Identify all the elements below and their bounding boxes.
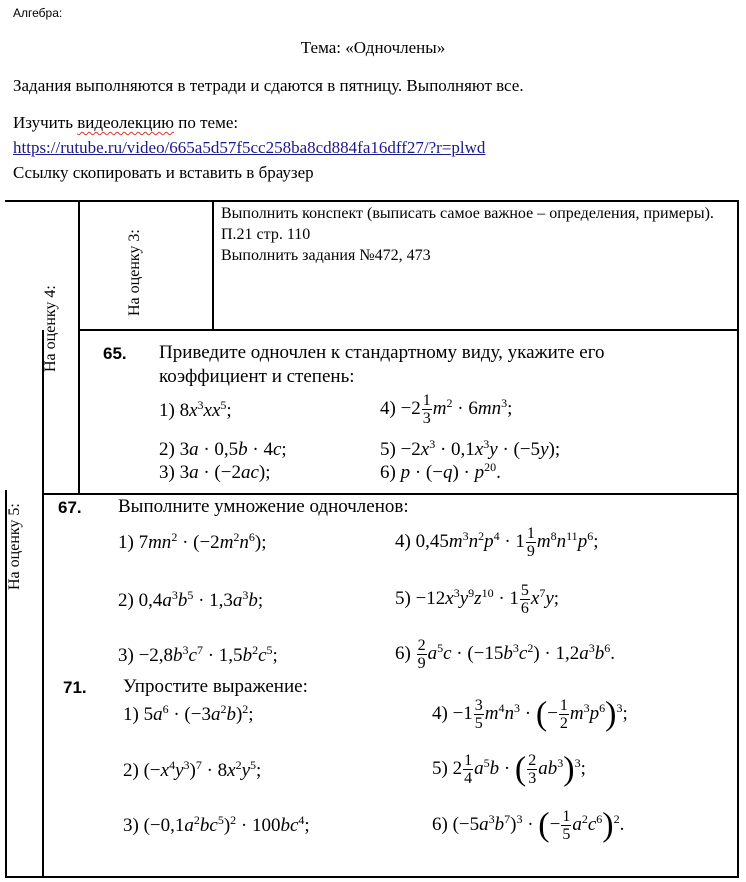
- grade3-task-line2: Выполнить задания №472, 473: [221, 247, 431, 264]
- grade4-divider: [78, 200, 80, 494]
- ex67-item-5: $5) -12x^3y^9z^{10} \cdot 1$ $\frac{5}{6}$ $x^7y$;: [395, 582, 560, 617]
- table-top-border: [5, 200, 739, 202]
- study-prompt: [13, 113, 238, 133]
- ex65-item-4: 4) −2 $\frac{1}{3}$ $m^2 \cdot 6mn^3$;: [380, 392, 513, 427]
- ex65-item-2: 2) 3a · 0,5b · 4c;: [159, 439, 287, 460]
- ex71-item-1: 1) $5a^6 \cdot (-3a^2b)^2$;: [123, 702, 254, 725]
- ex65-title-1: Приведите одночлен к стандартному виду, укажите его: [159, 342, 605, 363]
- ex71-item-2: 2) $(-x^4y^3)^7 \cdot 8x^2y^5$;: [123, 758, 262, 781]
- grade4-label: На оценку 4:: [42, 285, 59, 372]
- ex65-title-2: коэффициент и степень:: [159, 366, 355, 387]
- ex71-number: 71.: [63, 678, 87, 697]
- table-bottom-border: [5, 876, 739, 878]
- ex71-item-6: 6) $(-5a^3b^7)^3$ · (− $\frac{1}{5}$ $a^2c^6)^2$.: [432, 806, 625, 844]
- study-prefix: Изучить: [13, 113, 78, 132]
- ex65-item-3: 3) 3a · (−2ac);: [159, 462, 271, 483]
- ex71-item-3: 3) $(-0,1a^2bc^5)^2 \cdot 100bc^4$;: [123, 813, 310, 836]
- grade3-task-line1: Выполнить конспект (выписать самое важное – определения, примеры). П.21 стр. 110: [221, 205, 714, 243]
- table-right-border: [737, 200, 739, 877]
- ex67-item-1: 1) $7mn^2 \cdot (-2m^2n^6)$;: [118, 530, 267, 553]
- grade3-label: На оценку 3:: [126, 229, 143, 316]
- grade5-divider: [42, 330, 44, 877]
- ex67-title: Выполните умножение одночленов:: [118, 496, 409, 517]
- grade5-label: На оценку 5:: [6, 503, 23, 590]
- ex67-item-3: $3) -2,8b^3c^7 \cdot 1,5b^2c^5$;: [118, 643, 278, 666]
- subject-label: Алгебра:: [13, 6, 63, 20]
- ex71-item-4: 4) −1 $\frac{3}{5}$ $m^4n^3$ · (− $\frac{1}{2}$ $m^3p^6)^3$;: [432, 695, 628, 733]
- study-suffix: по теме:: [174, 113, 239, 132]
- ex67-number: 67.: [58, 498, 82, 517]
- ex65-item-5: $5) -2x^3 \cdot 0,1x^3y \cdot (-5y)$;: [380, 437, 561, 460]
- grade3-divider: [212, 200, 214, 330]
- instructions-text: Задания выполняются в тетради и сдаются в пятницу. Выполняют все.: [13, 76, 524, 95]
- ex71-item-5: 5) 2 $\frac{1}{4}$ $a^5b$ · ( $\frac{2}{3}$ $ab^3)^3$;: [432, 750, 586, 788]
- row3-bottom-border: [78, 329, 738, 331]
- ex65-item-1: 1) $8x^3xx^5$;: [159, 398, 232, 421]
- ex67-item-2: 2) $0,4a^3b^5 \cdot 1,3a^3b$;: [118, 588, 264, 611]
- spellcheck-word: видеолекцию: [77, 113, 174, 132]
- ex65-item-6: 6) $p \cdot (-q) \cdot p^{20}$.: [380, 460, 501, 483]
- ex67-item-4: 4) $0,45m^3n^2p^4 \cdot 1$ $\frac{1}{9}$ $m^8n^{11}p^6$;: [395, 525, 599, 560]
- row4-bottom-border: [42, 493, 738, 495]
- ex65-number: 65.: [103, 344, 127, 363]
- topic-title: Тема: «Одночлены»: [300, 38, 446, 57]
- ex67-item-6: 6) $\frac{2}{9}$ $a^5c \cdot (-15b^3c^2) \cdot 1,2a^3b^6$.: [395, 637, 615, 672]
- grade3-task: [221, 203, 731, 266]
- ex71-title: Упростите выражение:: [123, 676, 308, 697]
- copy-note: Ссылку скопировать и вставить в браузер: [13, 163, 314, 182]
- video-link[interactable]: https://rutube.ru/video/665a5d57f5cc258ba8cd884fa16dff27/?r=plwd: [13, 138, 486, 157]
